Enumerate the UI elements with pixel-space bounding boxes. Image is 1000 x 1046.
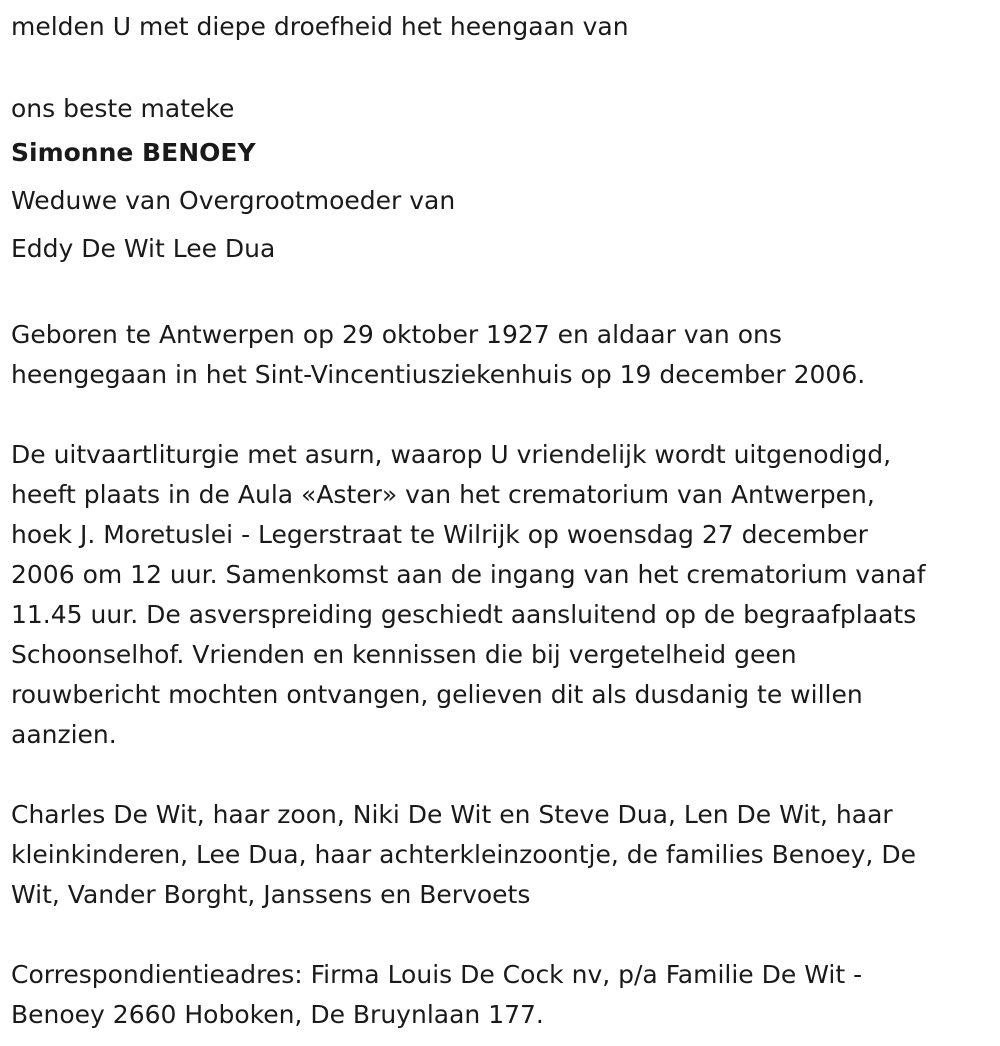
paragraph-line: Charles De Wit, haar zoon, Niki De Wit en Steve Dua, Len De Wit, haar	[11, 800, 893, 829]
deceased-name-text: Simonne BENOEY	[11, 138, 256, 167]
paragraph-line: De uitvaartliturgie met asurn, waarop U vriendelijk wordt uitgenodigd,	[11, 440, 892, 469]
spacer	[11, 273, 991, 315]
deceased-name	[11, 129, 991, 177]
correspondence-paragraph	[11, 955, 991, 1035]
spacer	[11, 53, 991, 89]
relatives-line: Eddy De Wit Lee Dua	[11, 234, 276, 263]
relation-line: ons beste mateke	[11, 94, 235, 123]
paragraph-line: Benoey 2660 Hoboken, De Bruynlaan 177.	[11, 1000, 544, 1029]
paragraph-line: Correspondientieadres: Firma Louis De Cock nv, p/a Familie De Wit -	[11, 960, 863, 989]
spouse-line: Weduwe van Overgrootmoeder van	[11, 186, 456, 215]
paragraph-line: 2006 om 12 uur. Samenkomst aan de ingang van het crematorium vanaf	[11, 560, 926, 589]
paragraph-line: rouwbericht mochten ontvangen, gelieven dit als dusdanig te willen	[11, 680, 863, 709]
spacer	[11, 755, 991, 795]
intro-line: melden U met diepe droefheid het heengaan van	[11, 12, 629, 41]
paragraph-line: heeft plaats in de Aula «Aster» van het crematorium van Antwerpen,	[11, 480, 875, 509]
spacer	[11, 915, 991, 955]
paragraph-line: Wit, Vander Borght, Janssens en Bervoets	[11, 880, 531, 909]
paragraph-line: heengegaan in het Sint-Vincentiusziekenhuis op 19 december 2006.	[11, 360, 866, 389]
paragraph-line: Geboren te Antwerpen op 29 oktober 1927 en aldaar van ons	[11, 320, 782, 349]
funeral-paragraph	[11, 435, 991, 755]
family-paragraph	[11, 795, 991, 915]
spacer	[11, 395, 991, 435]
birth-death-paragraph	[11, 315, 991, 395]
death-notice-document	[11, 0, 991, 1035]
paragraph-line: 11.45 uur. De asverspreiding geschiedt aansluitend op de begraafplaats	[11, 600, 917, 629]
paragraph-line: aanzien.	[11, 720, 117, 749]
paragraph-line: Schoonselhof. Vrienden en kennissen die bij vergetelheid geen	[11, 640, 797, 669]
paragraph-line: kleinkinderen, Lee Dua, haar achterkleinzoontje, de families Benoey, De	[11, 840, 916, 869]
paragraph-line: hoek J. Moretuslei - Legerstraat te Wilrijk op woensdag 27 december	[11, 520, 868, 549]
